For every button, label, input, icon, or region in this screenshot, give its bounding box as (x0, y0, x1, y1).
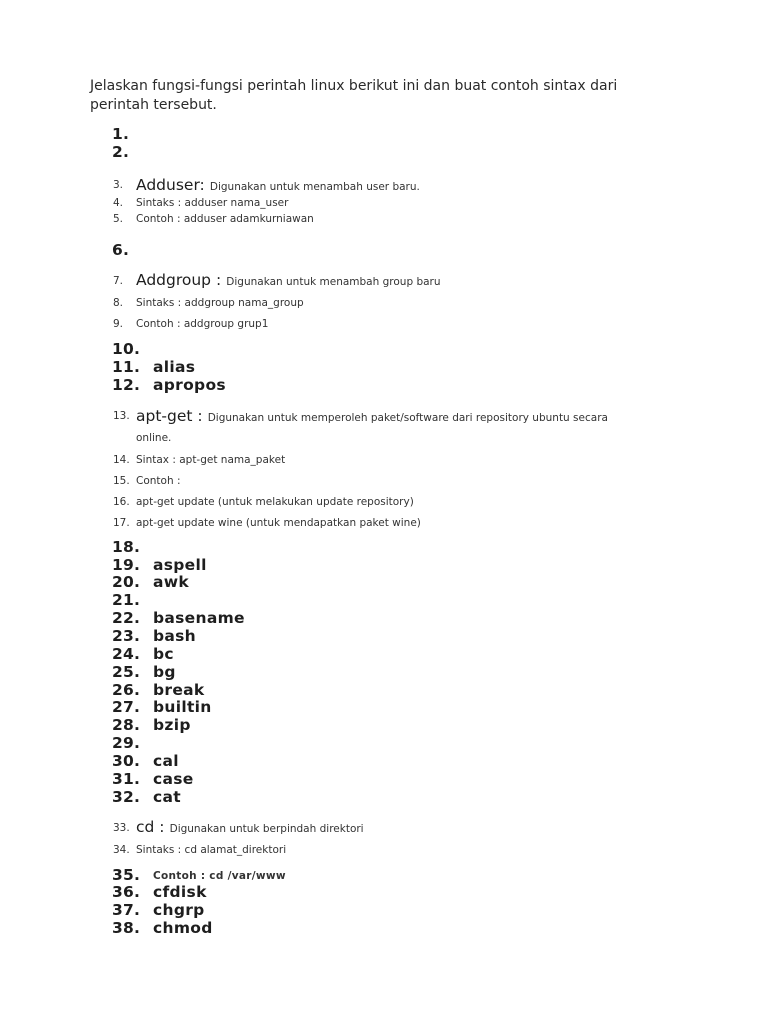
item-number: 23. (112, 627, 141, 645)
item-text: bzip (153, 716, 191, 734)
item-number: 13. (113, 410, 130, 422)
command-description: Digunakan untuk memperoleh paket/software dari repository ubuntu secara (207, 412, 608, 424)
item-text: cal (153, 752, 179, 770)
command-description: Digunakan untuk berpindah direktori (169, 823, 364, 835)
item-text: awk (153, 573, 189, 591)
item-number: 6. (112, 241, 130, 259)
command-heading: Adduser: (136, 176, 205, 194)
item-text: alias (153, 358, 196, 376)
item-text: cfdisk (153, 883, 207, 901)
item-number: 35. (112, 866, 141, 884)
item-number: 11. (112, 358, 141, 376)
item-text: builtin (153, 698, 212, 716)
item-number: 1. (112, 125, 130, 143)
item-text: basename (153, 609, 245, 627)
item-text: Sintaks : adduser nama_user (136, 197, 289, 209)
item-number: 30. (112, 752, 141, 770)
item-text: apropos (153, 376, 226, 394)
item-text-continuation: online. (136, 432, 172, 444)
item-number: 17. (113, 517, 130, 529)
item-number: 37. (112, 901, 141, 919)
item-number: 31. (112, 770, 141, 788)
item-number: 4. (113, 197, 124, 209)
item-text: bash (153, 627, 197, 645)
item-number: 21. (112, 591, 141, 609)
item-text: Contoh : (136, 475, 181, 487)
item-number: 32. (112, 788, 141, 806)
item-number: 26. (112, 681, 141, 699)
item-number: 38. (112, 919, 141, 937)
item-number: 5. (113, 213, 124, 225)
item-number: 16. (113, 496, 130, 508)
item-number: 27. (112, 698, 141, 716)
item-text: Sintax : apt-get nama_paket (136, 454, 286, 466)
item-number: 3. (113, 179, 124, 191)
item-text: case (153, 770, 194, 788)
item-number: 12. (112, 376, 141, 394)
intro-paragraph: Jelaskan fungsi-fungsi perintah linux berikut ini dan buat contoh sintax dari perintah tersebut. (90, 78, 618, 113)
command-heading: cd : (136, 818, 165, 836)
item-number: 8. (113, 297, 124, 309)
item-number: 33. (113, 822, 130, 834)
command-description: Digunakan untuk menambah user baru. (209, 181, 420, 193)
item-text: break (153, 681, 205, 699)
item-text: apt-get update (untuk melakukan update repository) (136, 496, 414, 508)
item-text: Contoh : addgroup grup1 (136, 318, 269, 330)
item-number: 19. (112, 556, 141, 574)
item-number: 9. (113, 318, 124, 330)
item-text: aspell (153, 556, 207, 574)
item-number: 14. (113, 454, 130, 466)
item-number: 22. (112, 609, 141, 627)
item-number: 28. (112, 716, 141, 734)
item-number: 29. (112, 734, 141, 752)
item-text: cat (153, 788, 181, 806)
item-text: chmod (153, 919, 213, 937)
item-number: 24. (112, 645, 141, 663)
item-number: 15. (113, 475, 130, 487)
item-number: 25. (112, 663, 141, 681)
item-number: 34. (113, 844, 130, 856)
command-heading: apt-get : (136, 407, 203, 425)
item-number: 36. (112, 883, 141, 901)
item-number: 7. (113, 275, 124, 287)
item-number: 20. (112, 573, 141, 591)
item-text: chgrp (153, 901, 205, 919)
command-description: Digunakan untuk menambah group baru (226, 276, 441, 288)
item-number: 10. (112, 340, 141, 358)
item-text: Sintaks : addgroup nama_group (136, 297, 304, 309)
item-text: Contoh : cd /var/www (153, 870, 286, 882)
item-number: 18. (112, 538, 141, 556)
item-text: Sintaks : cd alamat_direktori (136, 844, 287, 856)
command-heading: Addgroup : (136, 271, 222, 289)
item-text: Contoh : adduser adamkurniawan (136, 213, 314, 225)
item-number: 2. (112, 143, 130, 161)
item-text: apt-get update wine (untuk mendapatkan paket wine) (136, 517, 421, 529)
item-text: bc (153, 645, 174, 663)
item-text: bg (153, 663, 176, 681)
